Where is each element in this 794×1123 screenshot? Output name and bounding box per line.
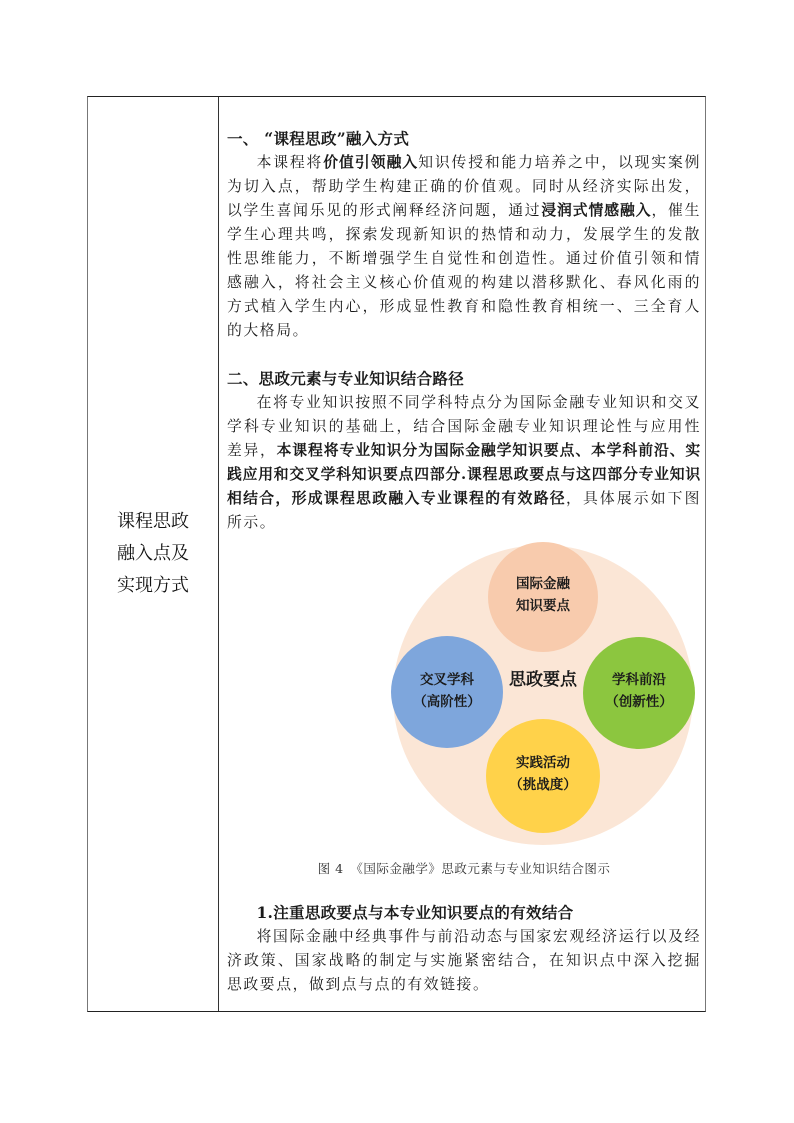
label-line: 学科前沿 bbox=[612, 672, 666, 688]
circle-right-label bbox=[583, 669, 695, 713]
diagram-figure bbox=[227, 535, 701, 845]
label-line: 交叉学科 bbox=[420, 672, 474, 688]
text-run: 在将专业知识按照不同学科特点分为国际金融专业知识和交叉学科专业知识的基础上，结合国际金融专业知识理论性与应用性差异， bbox=[227, 394, 701, 459]
circle-bottom-label bbox=[487, 752, 599, 796]
center-label: 思政要点 bbox=[509, 670, 577, 690]
row-label-cell bbox=[88, 97, 218, 1011]
bold-run: 浸润式情感融入 bbox=[541, 202, 652, 219]
section3-heading: 1.注重思政要点与本专业知识要点的有效结合 bbox=[256, 903, 574, 922]
label-line: 实践活动 bbox=[516, 755, 570, 771]
content-table bbox=[87, 96, 706, 1012]
section2-heading: 二、思政元素与专业知识结合路径 bbox=[227, 369, 465, 388]
content-cell bbox=[227, 127, 701, 997]
label-line: （挑战度） bbox=[509, 777, 577, 793]
row-label bbox=[113, 506, 193, 602]
text-run: ，催生学生心理共鸣，探索发现新知识的热情和动力，发展学生的发散性思维能力，不断增强学生自觉性和创造性。通过价值引领和情感融入，将社会主义核心价值观的构建以潜移默化、春风化雨的方式植入学生内心，形成显性教育和隐性教育相统一、三全育人的大格局。 bbox=[227, 202, 701, 339]
figure-caption: 图 4 《国际金融学》思政元素与专业知识结合图示 bbox=[317, 861, 611, 876]
section2-paragraph bbox=[227, 391, 701, 535]
row-label-line: 融入点及 bbox=[117, 543, 189, 564]
section1-paragraph bbox=[227, 151, 701, 343]
label-line: （高阶性） bbox=[413, 694, 481, 710]
text-run: 知识传授和能力培养之中，以现实案例为切入点，帮助学生构建正确的价值观。同时从经济实际出发，以学生喜闻乐见的形式阐释经济问题，通过 bbox=[227, 154, 701, 219]
bold-run: 价值引领融入 bbox=[323, 154, 419, 171]
text-run: ，具体展示如下图所示。 bbox=[227, 490, 701, 531]
text-run: 本课程将 bbox=[256, 154, 324, 171]
section3-paragraph: 将国际金融中经典事件与前沿动态与国家宏观经济运行以及经济政策、国家战略的制定与实施紧密结合，在知识点中深入挖掘思政要点，做到点与点的有效链接。 bbox=[227, 928, 701, 993]
bold-run: 本课程将专业知识分为国际金融学知识要点、本学科前沿、实践应用和交叉学科知识要点四部分.课程思政要点与这四部分专业知识相结合，形成课程思政融入专业课程的有效路径 bbox=[227, 442, 701, 507]
circle-top-label bbox=[488, 573, 598, 617]
column-divider bbox=[218, 97, 219, 1011]
label-line: 国际金融 bbox=[516, 576, 570, 592]
row-label-line: 课程思政 bbox=[117, 511, 189, 532]
circle-left-label bbox=[391, 669, 503, 713]
section1-heading: 一、 “课程思政”融入方式 bbox=[227, 129, 410, 148]
row-label-line: 实现方式 bbox=[117, 575, 189, 596]
label-line: （创新性） bbox=[605, 694, 673, 710]
label-line: 知识要点 bbox=[516, 598, 570, 614]
